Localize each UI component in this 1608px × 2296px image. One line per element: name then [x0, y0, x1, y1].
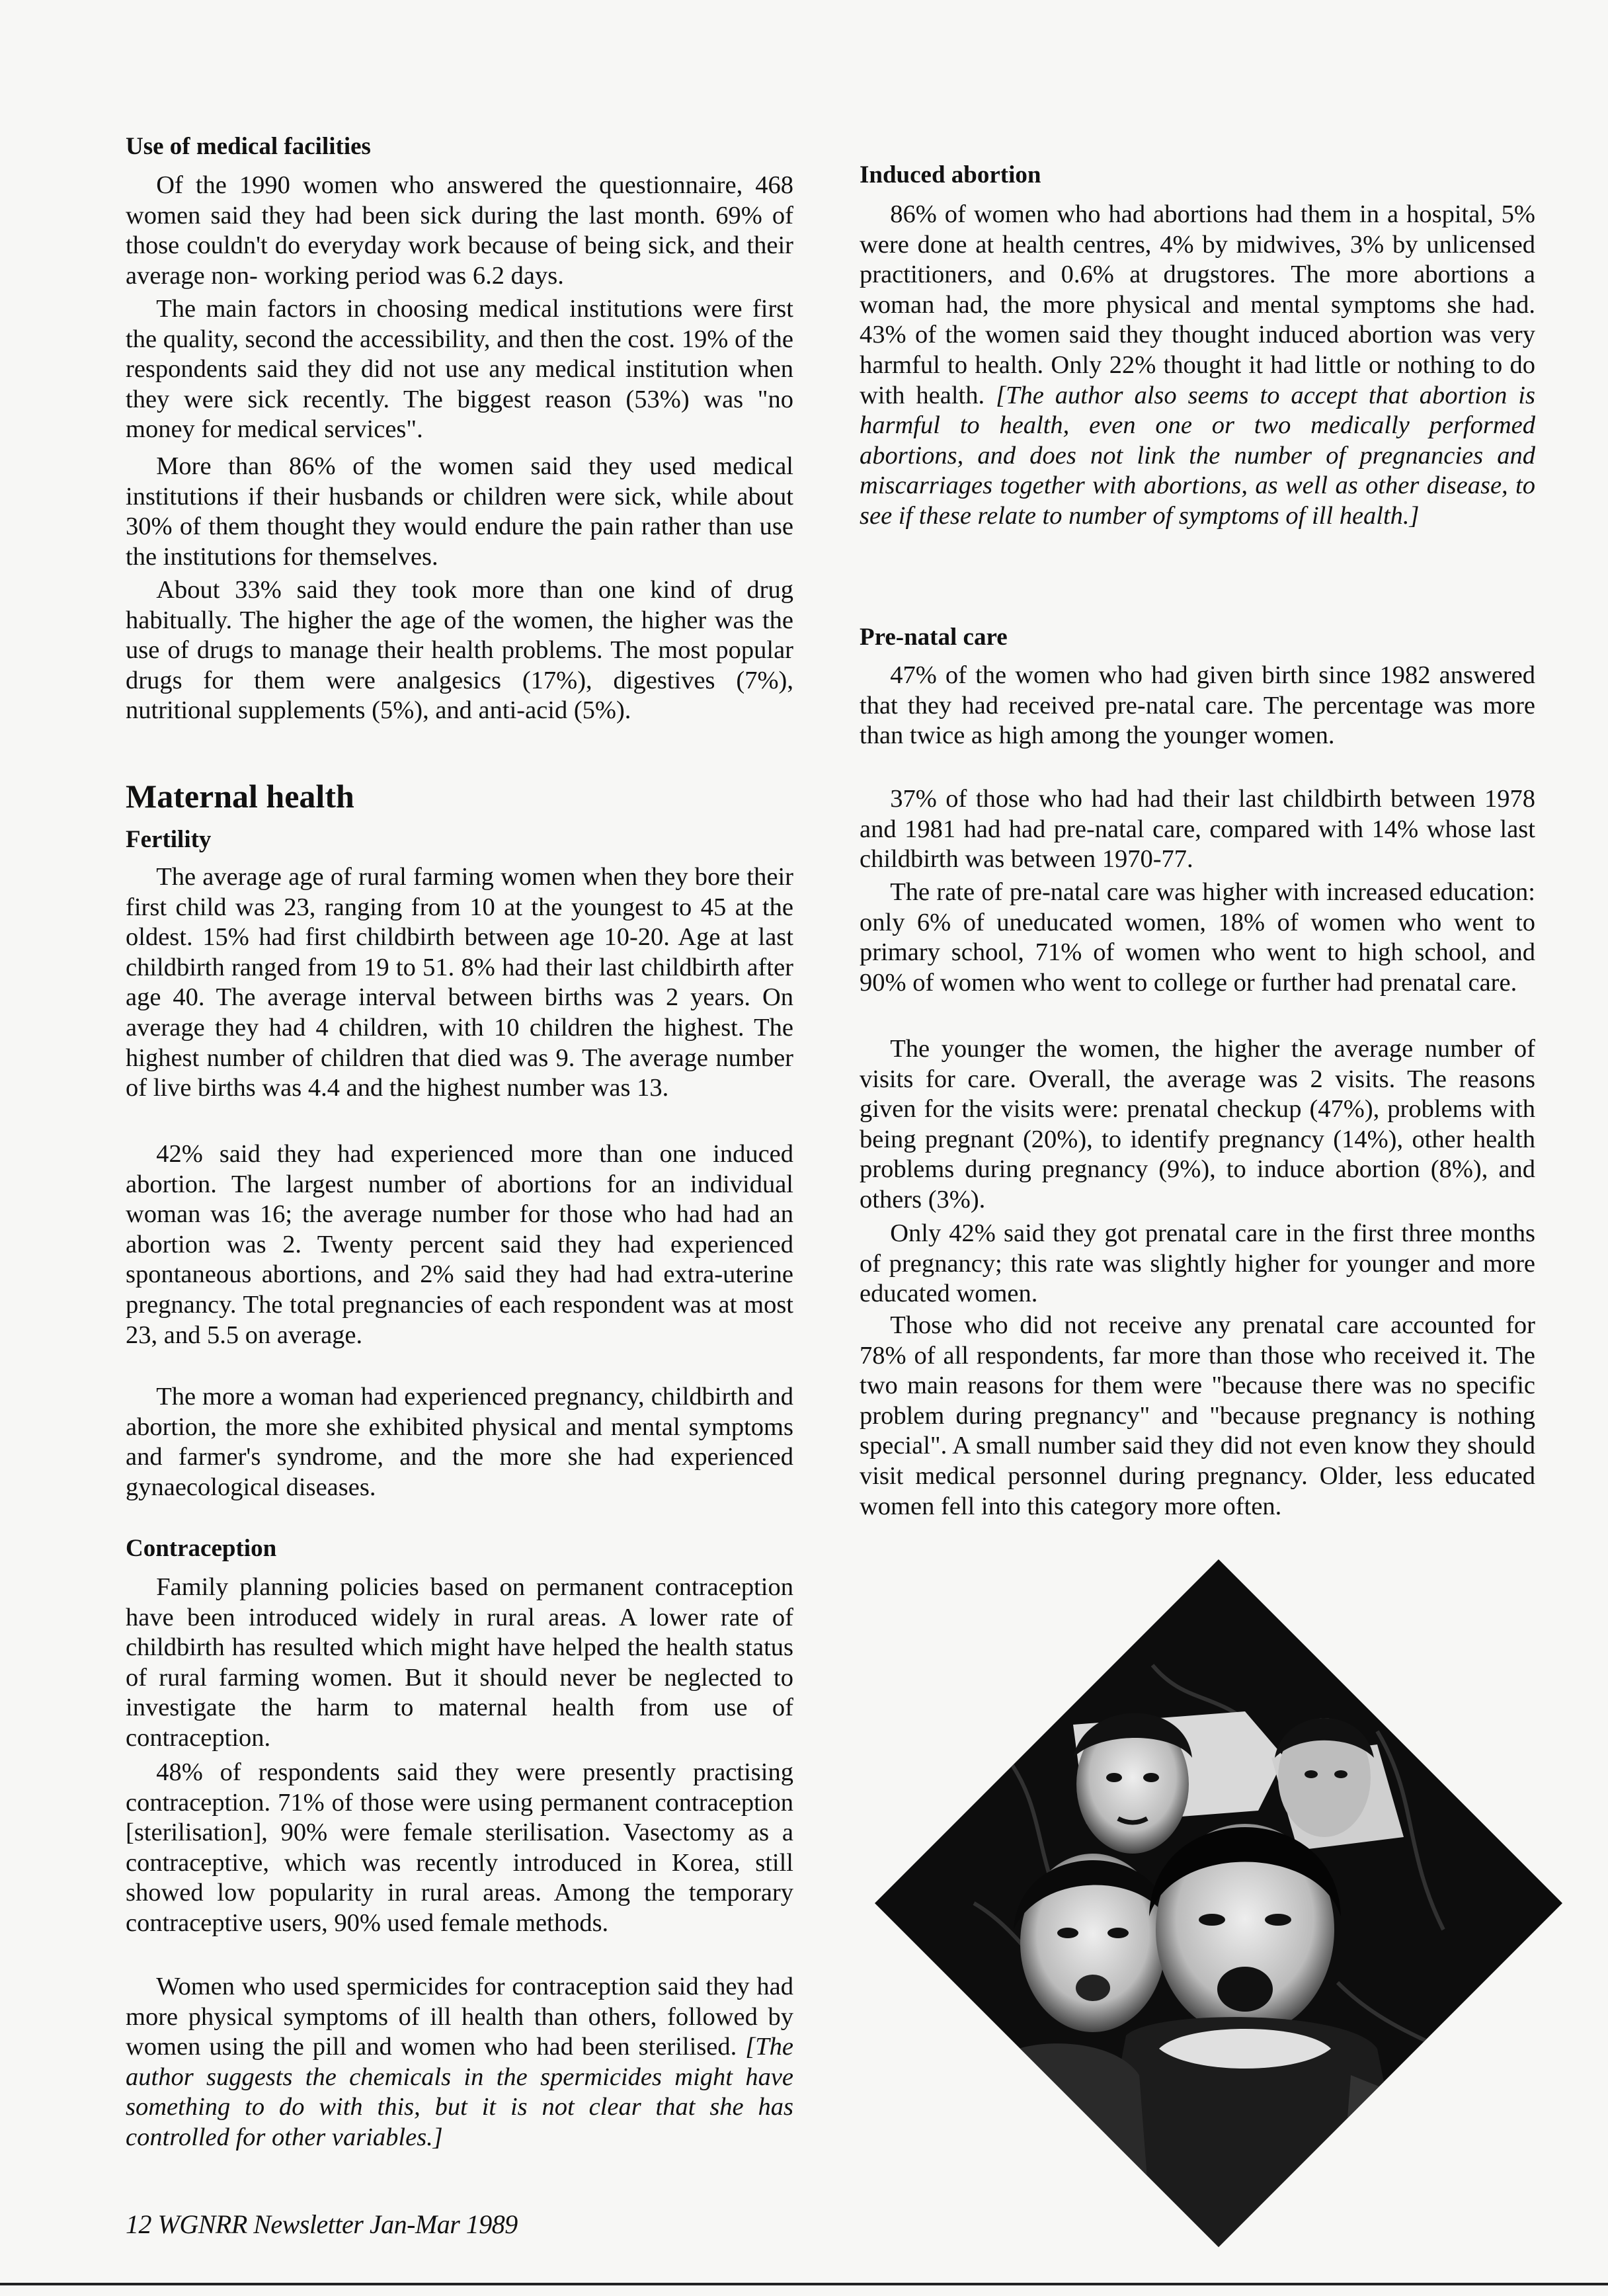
spermicide-text: Women who used spermicides for contraception said they had more physical symptoms of ill health than others, followed by women using the pill and women who had been sterilised.: [126, 1973, 793, 2061]
paragraph: 42% said they had experienced more than one induced abortion. The largest number of abortions for an individual woman was 16; the average number for those who had had an abortion was 2. Twenty percent said they had experienced spontaneous abortions, and 2% said they had had extra-uterine pregnancy. The total pregnancies of each respondent was at most 23, and 5.5 on average.: [126, 1140, 793, 1349]
paragraph-induced-abortion: [860, 200, 1535, 532]
subheading-pre-natal-care: Pre-natal care: [860, 624, 1008, 651]
paragraph: About 33% said they took more than one kind of drug habitually. The higher the age of the women, the higher was the use of drugs to manage their health problems. The most popular drugs for them were analgesics (17%), digestives (7%), nutritional supplements (5%), and anti-acid (5%).: [126, 576, 793, 725]
editor-note: [The author also seems to accept that abortion is harmful to health, even one or two medically performed abortions, and does not link the number of pregnancies and miscarriages together with abortions, as well as other disease, to see if these relate to number of symptoms of ill health.]: [860, 381, 1535, 530]
paragraph: The younger the women, the higher the average number of visits for care. Overall, the average was 2 visits. The reasons given for the visits were: prenatal checkup (47%), problems with being pregnant (20%), to identify pregnancy (14%), other health problems during pregnancy (9%), to induce abortion (8%), and others (3%).: [860, 1035, 1535, 1213]
subheading-induced-abortion: Induced abortion: [860, 161, 1041, 188]
paragraph: 47% of the women who had given birth since 1982 answered that they had received pre-natal care. The percentage was more than twice as high among the younger women.: [860, 661, 1535, 750]
paragraph: Of the 1990 women who answered the questionnaire, 468 women said they had been sick during the last month. 69% of those couldn't do everyday work because of being sick, and their average non- working period was 6.2 days.: [126, 171, 793, 290]
women-photo-illustration: [875, 1559, 1562, 2247]
subheading-fertility: Fertility: [126, 826, 212, 853]
subheading-contraception: Contraception: [126, 1535, 277, 1562]
paragraph: Those who did not receive any prenatal care accounted for 78% of all respondents, far more than those who received it. The two main reasons for them were "because there was no specific problem during pregnancy" and "because pregnancy is nothing special". A small number said they did not even know they should visit medical personnel during pregnancy. Older, less educated women fell into this category more often.: [860, 1311, 1535, 1520]
paragraph: 48% of respondents said they were presently practising contraception. 71% of those were using permanent contraception [sterilisation], 90% were female sterilisation. Vasectomy as a contraceptive, which was recently introduced in Korea, still showed low popularity in rural areas. Among the temporary contraceptive users, 90% used female methods.: [126, 1758, 793, 1937]
section-heading-medical-facilities: Use of medical facilities: [126, 133, 371, 160]
paragraph: The main factors in choosing medical institutions were first the quality, second the accessibility, and then the cost. 19% of the respondents said they did not use any medical institution when they were sick recently. The biggest reason (53%) was "no money for medical services".: [126, 295, 793, 444]
paragraph: More than 86% of the women said they used medical institutions if their husbands or children were sick, while about 30% of them thought they would endure the pain rather than use the institutions for themselves.: [126, 452, 793, 571]
bottom-rule: [0, 2283, 1608, 2285]
paragraph: The rate of pre-natal care was higher with increased education: only 6% of uneducated women, 18% of women who went to primary school, 71% of women who went to high school, and 90% of women who went to college or further had prenatal care.: [860, 878, 1535, 997]
paragraph: Family planning policies based on permanent contraception have been introduced widely in rural areas. A lower rate of childbirth has resulted which might have helped the health status of rural farming women. But it should never be neglected to investigate the harm to maternal health from use of contraception.: [126, 1573, 793, 1752]
page-footer: 12 WGNRR Newsletter Jan-Mar 1989: [126, 2209, 518, 2239]
paragraph-spermicides: [126, 1972, 793, 2153]
paragraph: Only 42% said they got prenatal care in the first three months of pregnancy; this rate was slightly higher for younger and more educated women.: [860, 1219, 1535, 1308]
paragraph: 37% of those who had had their last childbirth between 1978 and 1981 had had pre-natal care, compared with 14% whose last childbirth was between 1970-77.: [860, 785, 1535, 874]
editor-note: [The author suggests the chemicals in the spermicides might have something to do with this, but it is not clear that she has controlled for other variables.]: [126, 2033, 793, 2151]
section-heading-maternal-health: Maternal health: [126, 778, 354, 815]
abortion-text: 86% of women who had abortions had them in a hospital, 5% were done at health centres, 4% by midwives, 3% by unlicensed practitioners, and 0.6% at drugstores. The more abortions a woman had, the more physical and mental symptoms she had. 43% of the women said they thought induced abortion was very harmful to health. Only 22% thought it had little or nothing to do with health.: [860, 200, 1535, 409]
paragraph: The average age of rural farming women when they bore their first child was 23, ranging from 10 at the youngest to 45 at the oldest. 15% had first childbirth between age 10-20. Age at last childbirth ranged from 19 to 51. 8% had their last childbirth after age 40. The average interval between births was 2 years. On average they had 4 children, with 10 children the highest. The highest number of children that died was 9. The average number of live births was 4.4 and the highest number was 13.: [126, 863, 793, 1102]
paragraph: The more a woman had experienced pregnancy, childbirth and abortion, the more she exhibited physical and mental symptoms and farmer's syndrome, and the more she had experienced gynaecological diseases.: [126, 1383, 793, 1501]
